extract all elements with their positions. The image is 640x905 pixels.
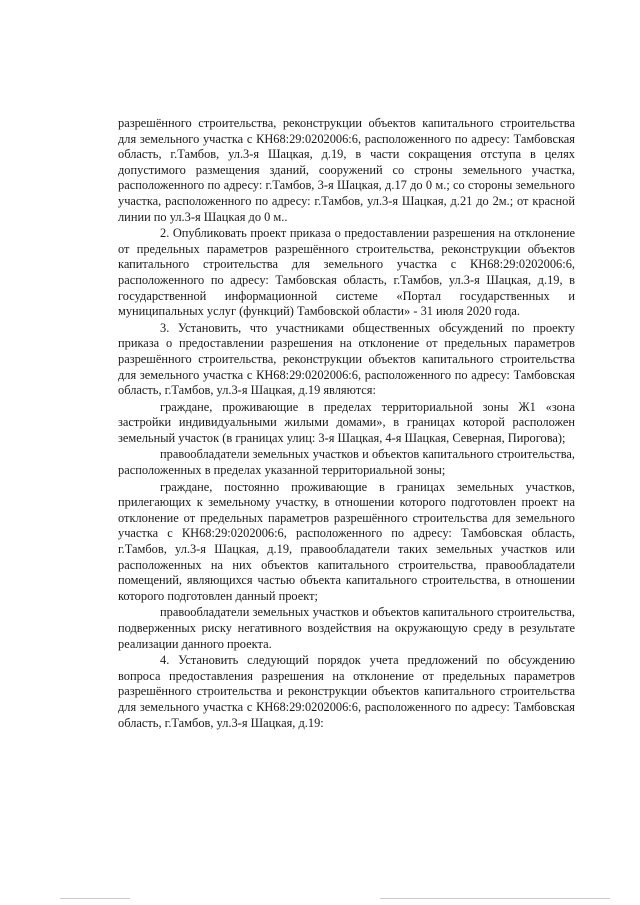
paragraph-item-2: 2. Опубликовать проект приказа о предоставлении разрешения на отклонение от предельных параметров разрешённого строительства, реконструкции объектов капитального строительства для земельного участка с КН68:29:0202006:6, расположенного по адресу: Тамбовская область, г.Тамбов, ул.3-я Шацкая, д.19, в государственной информационной системе «Портал государственных и муниципальных услуг (функций) Тамбовской области» - 31 июля 2020 года. [118, 226, 575, 319]
document-page [118, 116, 575, 731]
paragraph-continuation: разрешённого строительства, реконструкции объектов капитального строительства для земельного участка с КН68:29:0202006:6, расположенного по адресу: Тамбовская область, г.Тамбов, ул.3-я Шацкая, д.19, в части сокращения отступа в целях допустимого размещения зданий, сооружений со строны земельного участка, расположенного по адресу: г.Тамбов, 3-я Шацкая, д.17 до 0 м.; со стороны земельного участка, расположенного по адресу: г.Тамбов, ул.3-я Шацкая, д.21 до 2м.; от красной линии по ул.3-я Шацкая до 0 м.. [118, 116, 575, 224]
paragraph-item-4: 4. Установить следующий порядок учета предложений по обсуждению вопроса предоставления разрешения на отклонение от предельных параметров разрешённого строительства и реконструкции объектов капитального строительства для земельного участка с КН68:29:0202006:6, расположенного по адресу: Тамбовская область, г.Тамбов, ул.3-я Шацкая, д.19: [118, 653, 575, 730]
paragraph-item-3: 3. Установить, что участниками общественных обсуждений по проекту приказа о предоставлении разрешения на отклонение от предельных параметров разрешённого строительства, реконструкции объектов капитального строительства для земельного участка с КН68:29:0202006:6, расположенного по адресу: Тамбовская область, г.Тамбов, ул.3-я Шацкая, д.19 являются: [118, 320, 575, 398]
paragraph-participants-adjacent-residents: граждане, постоянно проживающие в границах земельных участков, прилегающих к земельному участку, в отношении которого подготовлен проект на отклонение от предельных параметров разрешённого строительства для земельного участка с КН68:29:0202006:6, расположенного по адресу: Тамбовская область, г.Тамбов, ул.3-я Шацкая, д.19, правообладатели таких земельных участков или расположенных на них объектов капитального строительства, правообладатели помещений, являющихся частью объекта капитального строительства, в отношении которого подготовлен данный проект; [118, 479, 575, 603]
scan-artifact-line-right [380, 898, 610, 899]
paragraph-participants-owners-zone: правообладатели земельных участков и объектов капитального строительства, расположенных в пределах указанной территориальной зоны; [118, 447, 575, 478]
scan-artifact-line-left [60, 898, 130, 899]
paragraph-participants-residents-zone: граждане, проживающие в пределах территориальной зоны Ж1 «зона застройки индивидуальными жилыми домами», в границах которой расположен земельный участок (в границах улиц: 3-я Шацкая, 4-я Шацкая, Северная, Пирогова); [118, 399, 575, 445]
paragraph-participants-environment-risk: правообладатели земельных участков и объектов капитального строительства, подверженных риску негативного воздействия на окружающую среду в результате реализации данного проекта. [118, 605, 575, 651]
